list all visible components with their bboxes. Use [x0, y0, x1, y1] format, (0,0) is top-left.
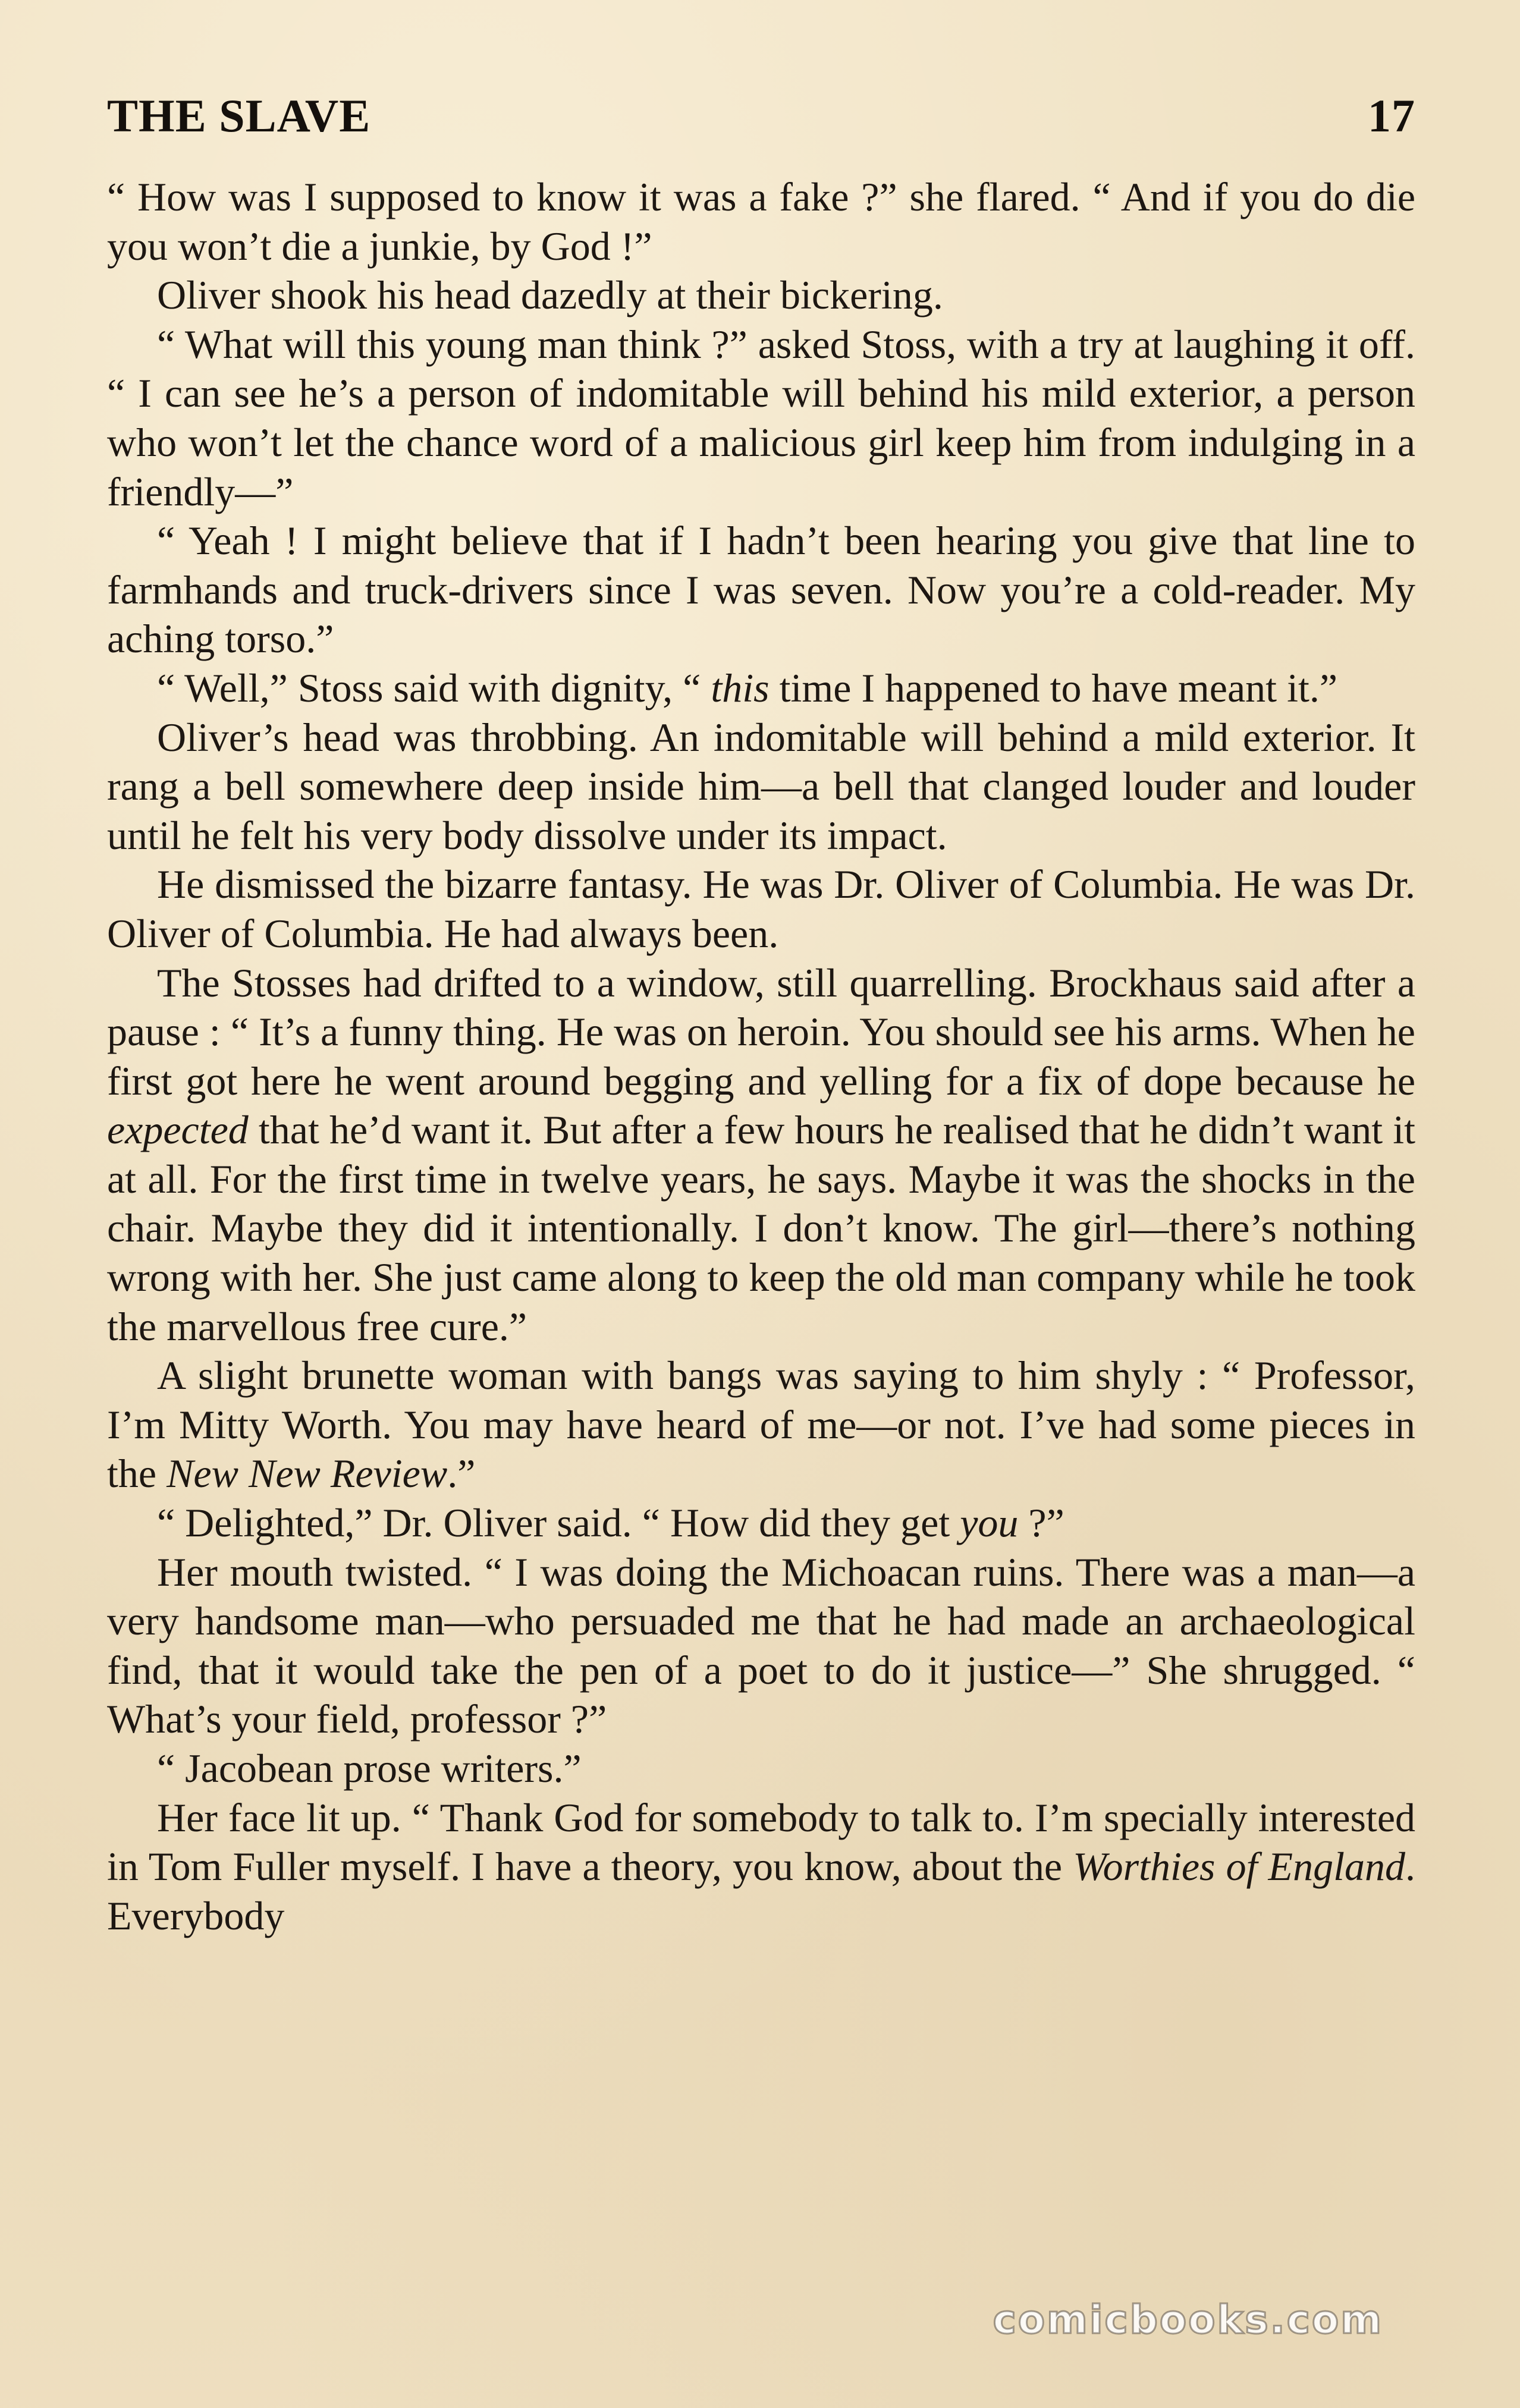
paragraph: “ How was I supposed to know it was a fake ?” she flared. “ And if you do die you won’t die a junkie, by God !”	[107, 174, 1415, 269]
book-page	[107, 89, 1415, 2360]
paragraph	[107, 664, 1415, 713]
watermark: comicbooks.com	[993, 2297, 1383, 2343]
italic-run: expected	[107, 1107, 249, 1153]
paragraph	[107, 958, 1415, 1351]
paragraph	[107, 1351, 1415, 1498]
paragraph: Oliver shook his head dazedly at their bickering.	[157, 272, 943, 318]
text-run: Her face lit up. “ Thank God for somebody to talk to. I’m specially interested in Tom Fuller myself. I have a theory, you know, about the	[107, 1794, 1415, 1890]
paragraph: He dismissed the bizarre fantasy. He was Dr. Oliver of Columbia. He was Dr. Oliver of Columbia. He had always been.	[107, 862, 1415, 956]
paragraph: “ What will this young man think ?” asked Stoss, with a try at laughing it off. “ I can see he’s a person of indomitable will behind his mild exterior, a person who won’t let the chance word of a malicious girl keep him from indulging in a friendly—”	[107, 321, 1415, 514]
text-run: “ Delighted,” Dr. Oliver said. “ How did they get	[157, 1500, 960, 1546]
italic-run: this	[711, 665, 770, 711]
paragraph	[107, 1793, 1415, 1941]
paragraph: Oliver’s head was throbbing. An indomitable will behind a mild exterior. It rang a bell somewhere deep inside him—a bell that clanged louder and louder until he felt his very body dissolve under its impact.	[107, 714, 1415, 858]
text-run: . Everybody	[107, 1844, 1415, 1938]
paragraph	[107, 1498, 1415, 1548]
text-run: that he’d want it. But after a few hours he realised that he didn’t want it at all. For the first time in twelve years, he says. Maybe it was the shocks in the chair. Maybe they did it intentionally. I don’t know. The girl—there’s nothing wrong with her. She just came along to keep the old man company while he took the marvellous free cure.”	[107, 1107, 1415, 1349]
body-text	[107, 172, 1415, 1940]
paragraph: Her mouth twisted. “ I was doing the Michoacan ruins. There was a man—a very handsome man—who persuaded me that he had made an archaeological find, that it would take the pen of a poet to do it justice—” She shrugged. “ What’s your field, professor ?”	[107, 1549, 1415, 1742]
text-run: ?”	[1018, 1500, 1064, 1546]
italic-run: you	[960, 1500, 1019, 1546]
paragraph: “ Jacobean prose writers.”	[157, 1746, 582, 1791]
text-run: .”	[447, 1451, 476, 1497]
text-run: A slight brunette woman with bangs was saying to him shyly : “ Professor, I’m Mitty Worth. You may have heard of me—or not. I’ve had some pieces in the	[107, 1353, 1415, 1497]
text-run: time I happened to have meant it.”	[769, 665, 1338, 711]
text-run: “ Well,” Stoss said with dignity, “	[157, 665, 711, 711]
text-run: The Stosses had drifted to a window, still quarrelling. Brockhaus said after a pause : “ It’s a funny thing. He was on heroin. You should see his arms. When he first got here he went around begging and yelling for a fix of dope because he	[107, 960, 1415, 1104]
page-header	[107, 89, 1415, 149]
paragraph: “ Yeah ! I might believe that if I hadn’t been hearing you give that line to farmhands and truck-drivers since I was seven. Now you’re a cold-reader. My aching torso.”	[107, 518, 1415, 662]
page-number: 17	[1368, 90, 1415, 142]
italic-run: Worthies of England	[1073, 1844, 1405, 1890]
running-title: THE SLAVE	[107, 90, 371, 142]
italic-run: New New Review	[167, 1451, 448, 1497]
